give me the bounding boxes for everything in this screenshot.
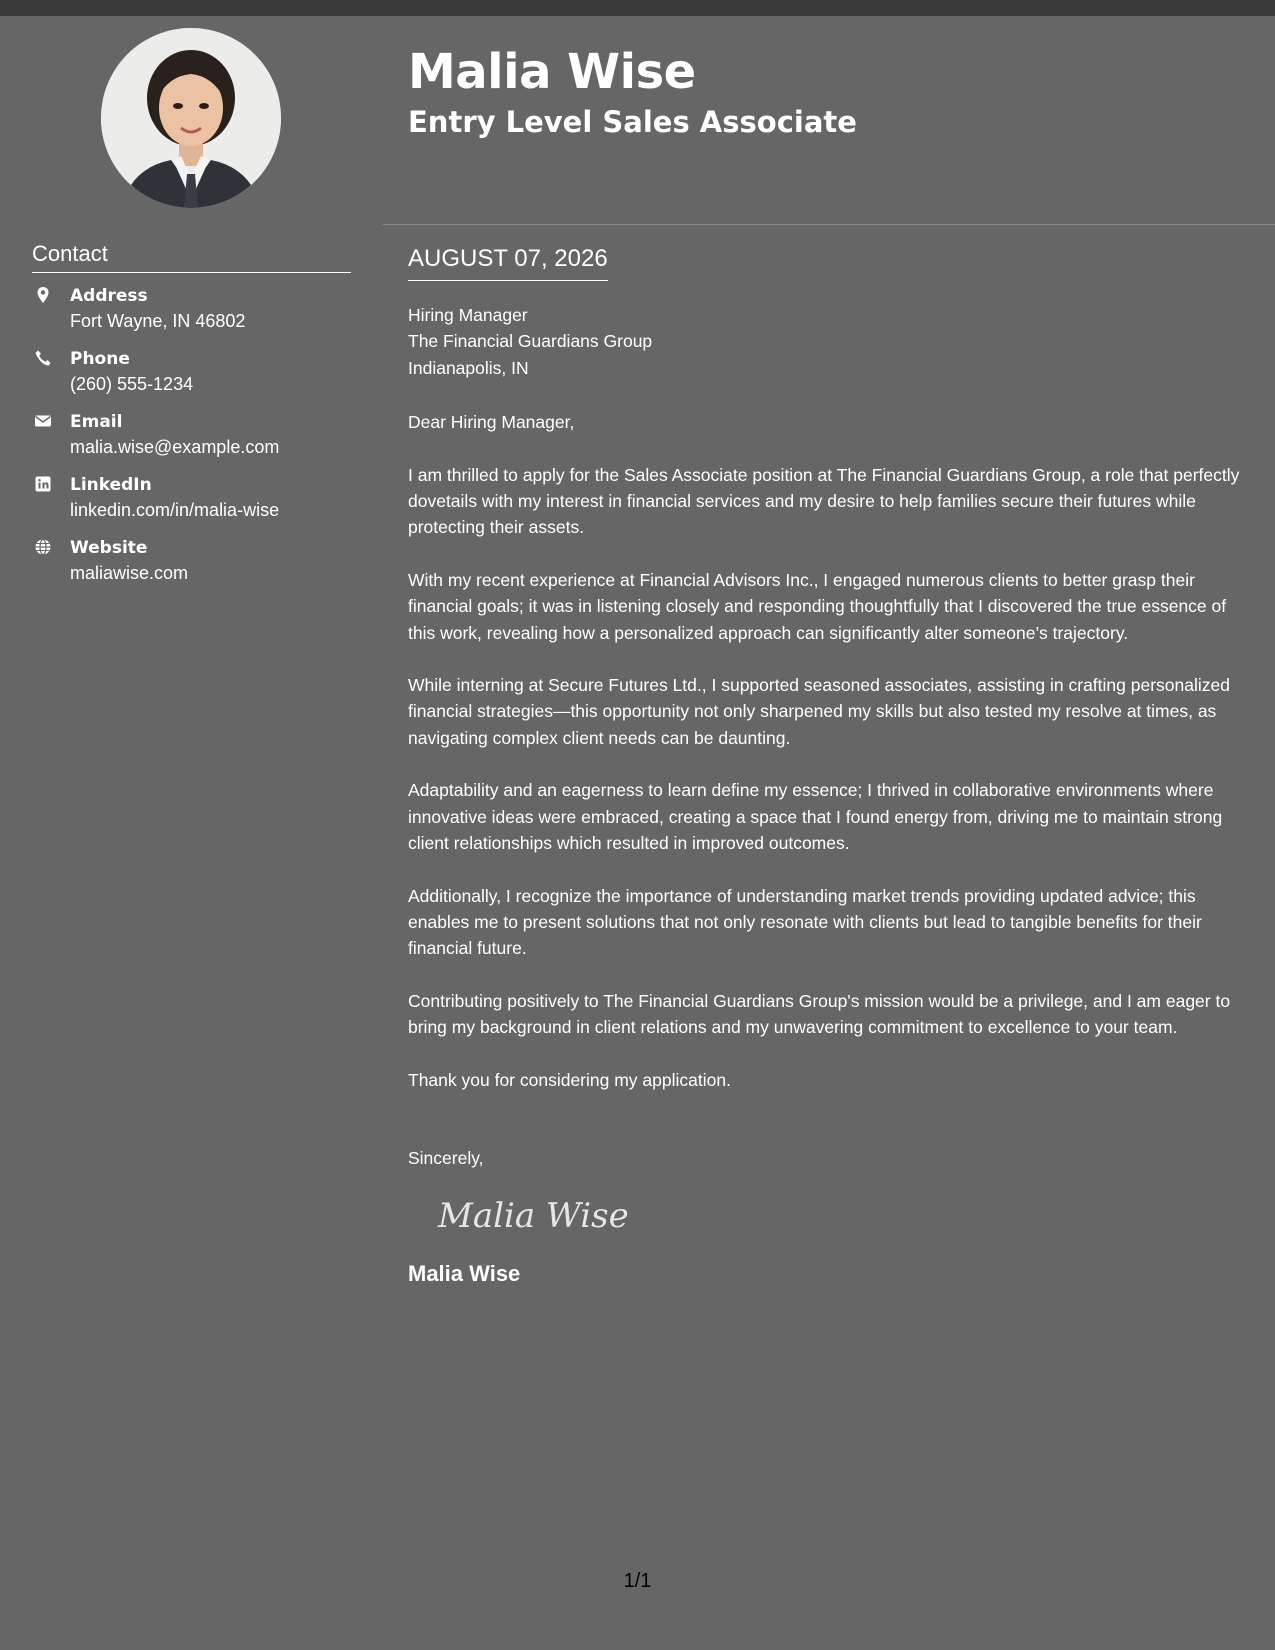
profile-photo <box>101 28 281 208</box>
contact-label: LinkedIn <box>70 475 152 495</box>
applicant-name: Malia Wise <box>408 44 696 100</box>
letter-date: AUGUST 07, 2026 <box>408 244 608 281</box>
letter-paragraph: Thank you for considering my application. <box>408 1069 731 1090</box>
letter-paragraph: Additionally, I recognize the importance of understanding market trends providing updated advice; this enables me to present solutions that not only resonate with clients but lead to tangible benefits for their financial future. <box>408 885 1202 959</box>
recipient-line: The Financial Guardians Group <box>408 331 653 352</box>
phone-icon <box>34 349 52 367</box>
letter-paragraph: I am thrilled to apply for the Sales Associate position at The Financial Guardians Group, a role that perfectly dovetails with my interest in financial services and my desire to help families secure their futures while protecting their assets. <box>408 464 1240 538</box>
contact-item-email <box>32 410 362 473</box>
letter-paragraph: While interning at Secure Futures Ltd., I supported seasoned associates, assisting in crafting personalized financial strategies—this opportunity not only sharpened my skills but also tested my resolve at times, as navigating complex client needs can be daunting. <box>408 675 1230 748</box>
letter-paragraph: With my recent experience at Financial Advisors Inc., I engaged numerous clients to better grasp their financial goals; it was in listening closely and responding thoughtfully that I discovered the true essence of this work, revealing how a personalized approach can significantly alter someone’s trajectory. <box>408 569 1227 643</box>
header-divider <box>383 224 1275 225</box>
linkedin-link[interactable]: linkedin.com/in/malia-wise <box>70 500 280 520</box>
contact-label: Phone <box>70 349 130 369</box>
contact-label: Email <box>70 412 123 432</box>
page-number: 1/1 <box>623 1570 652 1592</box>
top-bar <box>0 0 1275 16</box>
letter-body <box>408 302 1248 1289</box>
address-value: Fort Wayne, IN 46802 <box>70 311 246 331</box>
recipient-line: Indianapolis, IN <box>408 357 529 378</box>
envelope-icon <box>34 412 52 430</box>
contact-item-website <box>32 536 362 599</box>
letter-paragraph: Adaptability and an eagerness to learn define my essence; I thrived in collaborative environments where innovative ideas were embraced, creating a space that I found energy from, driving me to maintain strong client relationships which resulted in improved outcomes. <box>408 780 1223 854</box>
contact-label: Website <box>70 538 148 558</box>
contact-heading: Contact <box>32 240 351 273</box>
contact-item-address <box>32 284 362 347</box>
contact-item-phone <box>32 347 362 410</box>
signature: Malia Wise <box>438 1196 629 1237</box>
closing: Sincerely, <box>408 1147 484 1168</box>
signer-name: Malia Wise <box>408 1261 521 1287</box>
contact-label: Address <box>70 286 148 306</box>
email-link[interactable]: malia.wise@example.com <box>70 437 280 457</box>
map-pin-icon <box>34 286 52 304</box>
contact-item-linkedin <box>32 473 362 536</box>
recipient-line: Hiring Manager <box>408 305 528 325</box>
recipient-block <box>408 302 1248 381</box>
phone-value: (260) 555-1234 <box>70 374 194 394</box>
globe-icon <box>34 538 52 556</box>
linkedin-icon <box>34 475 52 493</box>
contact-list <box>32 284 362 599</box>
applicant-title: Entry Level Sales Associate <box>408 105 857 139</box>
website-link[interactable]: maliawise.com <box>70 563 189 583</box>
salutation: Dear Hiring Manager, <box>408 412 575 433</box>
letter-paragraph: Contributing positively to The Financial Guardians Group's mission would be a privilege, and I am eager to bring my background in client relations and my unwavering commitment to excellence to your team. <box>408 990 1231 1038</box>
